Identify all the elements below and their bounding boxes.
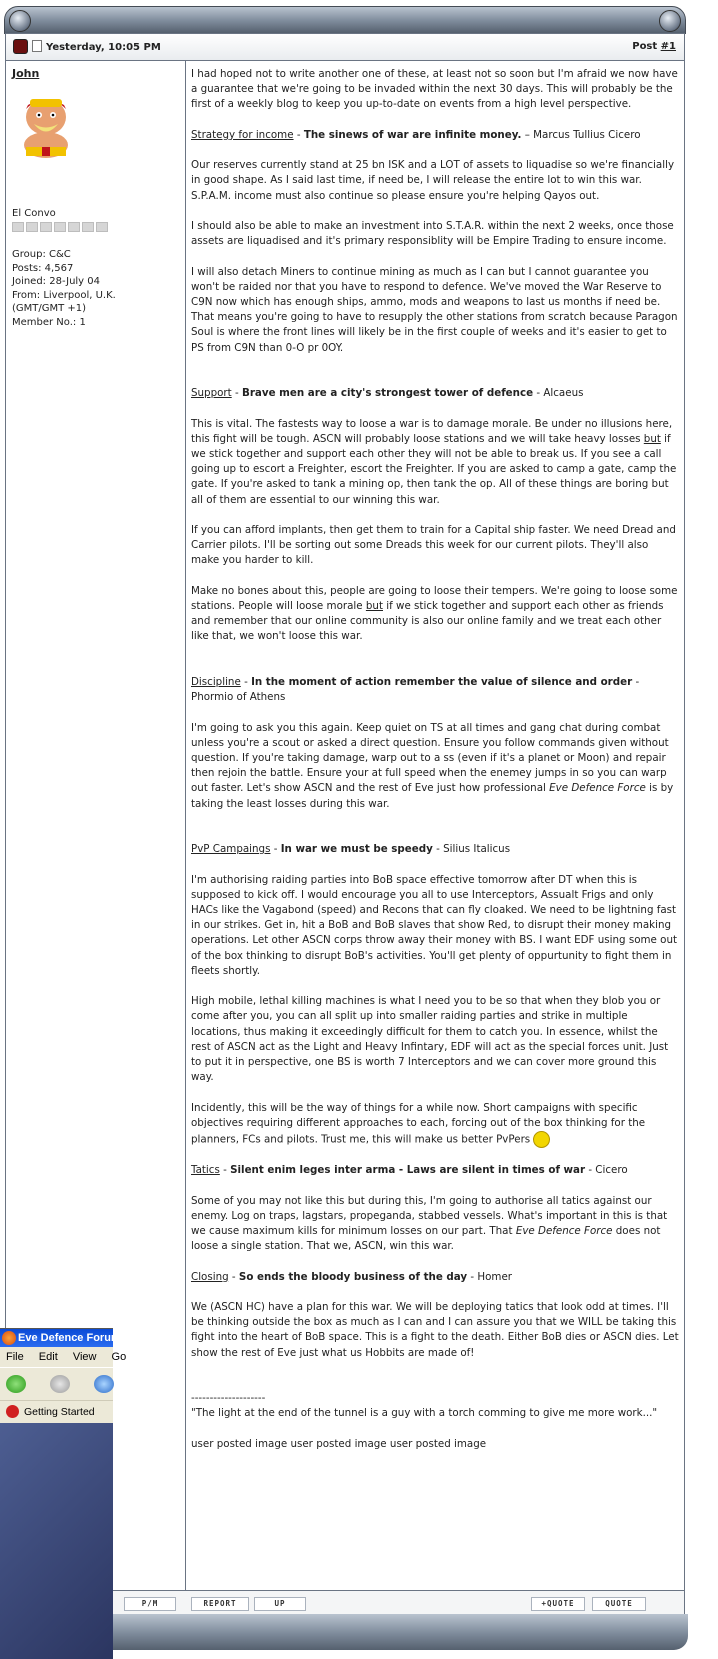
- forum-header-bar: [4, 6, 686, 34]
- signature-quote: "The light at the end of the tunnel is a guy with a torch comming to give me more work...": [191, 1407, 658, 1420]
- user-status-icon: [13, 39, 28, 54]
- menu-go[interactable]: Go: [111, 1351, 127, 1363]
- rank-pip: [54, 222, 66, 232]
- rank-pip: [26, 222, 38, 232]
- paragraph: We (ASCN HC) have a plan for this war. We will be deploying tatics that look odd at times. I'll be thinking outside the box as much as I can and I can assure you that we WILL be taking this fight into the heart of BoB space. This is a fight to the death. Either BoB dies or ASCN dies. Let show the rest of Eve just what us Hobbits are made of!: [191, 1300, 679, 1359]
- paragraph: Our reserves currently stand at 25 bn ISK and a LOT of assets to liquadise so we're financially in good shape. As I said last time, if need be, I will release the entire lot to win this war. S.P.A.M. income must also continue so please ensure you're helping Qayos out.: [191, 159, 675, 202]
- section-heading-closing: Closing - So ends the bloody business of the day - Homer: [191, 1270, 513, 1283]
- browser-toolbar: [0, 1367, 113, 1400]
- paragraph: Make no bones about this, people are going to loose their tempers. We're going to loose some stations. People will loose morale but if we stick together and support each other as friends and remember that our online community is also our online family and we treat each other like that, we won't loose this war.: [191, 584, 678, 643]
- browser-window: [0, 1328, 127, 1656]
- header-knob-right: [659, 10, 681, 32]
- signature-line: --------------------: [191, 1392, 266, 1405]
- reload-icon[interactable]: [94, 1375, 114, 1393]
- paragraph: If you can afford implants, then get them to train for a Capital ship faster. We need Dread and Carrier pilots. I'll be sorting out some Dreads this week for our current pilots. They'll also make you harder to kill.: [191, 523, 676, 567]
- author-member-no: Member No.: 1: [12, 316, 86, 328]
- paragraph: Incidently, this will be the way of things for a while now. Short campaigns with specific objectives requiring different approaches to each, forcing out of the box thinking for the planners, FCs and pilots. Trust me, this will make us better PvPers: [191, 1101, 679, 1148]
- post-body: [191, 67, 679, 1452]
- author-name[interactable]: John: [12, 67, 40, 80]
- quote-button[interactable]: QUOTE: [592, 1597, 646, 1611]
- rank-pip: [12, 222, 24, 232]
- author-title: El Convo: [12, 208, 56, 219]
- rank-pip: [96, 222, 108, 232]
- paragraph: I'm going to ask you this again. Keep quiet on TS at all times and gang chat during combat unless you're a scout or asked a direct question. Ensure you follow commands given without question. If you're taking damage, warp out to a ss (even if it's a planet or Moon) and repair then rejoin the battle. Ensure your at full speed when the enemey jumps in so you can warp out faster. Let's show ASCN and the rest of Eve just how professional Eve Defence Force is by taking the least losses during this war.: [191, 721, 674, 810]
- paragraph: I'm authorising raiding parties into BoB space effective tomorrow after DT when this is supposed to kick off. I would encourage you all to use Interceptors, Assualt Frigs and only HACs like the Vagabond (speed) and Recons that can fly cloaked. We need to be lightning fast in our strikes. Get in, hit a BoB and BoB slaves that show Red, to disrupt their money making operations. Let other ASCN corps throw away their money with BS. I want EDF using some out of the box thinking to disrupt BoB's activities. You'll get plenty of oppurtunity to fight them in fleets shortly.: [191, 873, 678, 977]
- menu-view[interactable]: View: [72, 1351, 97, 1363]
- multiquote-button[interactable]: +QUOTE: [531, 1597, 585, 1611]
- rank-pips: [12, 222, 108, 232]
- author-timezone: (GMT/GMT +1): [12, 303, 87, 314]
- rank-pip: [40, 222, 52, 232]
- paragraph: This is vital. The fastests way to loose a war is to damage morale. Be under no illusions here, this fight will be tough. ASCN will probably loose stations and we will take heavy losses but if we stick together and support each other they will not be able to break us. If you see a call going up to escort a Freighter, escort the Freighter. If you are asked to camp a gate, camp the gate. If you're asked to tank a mining op, then tank the op. All of these things are boring but all of them are essential to our winning this war.: [191, 417, 677, 506]
- author-from: From: Liverpool, U.K.: [12, 289, 116, 301]
- paragraph: High mobile, lethal killing machines is what I need you to be so that when they blob you or come after you, you can all split up into smaller raiding parties and strike in multiple locations, thus making it exceedingly difficult for them to catch you. In essence, whilst the rest of ASCN act as the Light and Heavy Infintary, EDF will act as the special forces unit. Just to put it in perspective, one BS is worth 7 Interceptors and we can cover more ground this way.: [191, 995, 669, 1084]
- header-knob-left: [9, 10, 31, 32]
- post-document-icon: [32, 40, 42, 52]
- browser-menubar: [0, 1347, 127, 1367]
- bookmark-icon: [6, 1405, 19, 1418]
- firefox-icon: [2, 1331, 16, 1345]
- desktop-background: [0, 1423, 113, 1659]
- section-heading-support: Support - Brave men are a city's strongest tower of defence - Alcaeus: [191, 387, 584, 400]
- bookmark-getting-started[interactable]: Getting Started: [24, 1406, 95, 1418]
- paragraph: Some of you may not like this but during this, I'm going to authorise all tatics against our enemy. Log on traps, lagstars, propeganda, stabbed vessels. What's important in this is that we cause maximum kills for minimum losses on our part. That Eve Defence Force does not loose a single station. That we, ASCN, win this war.: [191, 1194, 668, 1253]
- menu-file[interactable]: File: [6, 1351, 24, 1363]
- post-permalink[interactable]: #1: [660, 41, 676, 52]
- back-icon[interactable]: [6, 1375, 26, 1393]
- rank-pip: [68, 222, 80, 232]
- menu-edit[interactable]: Edit: [38, 1351, 58, 1363]
- forward-icon[interactable]: [50, 1375, 70, 1393]
- up-button[interactable]: UP: [254, 1597, 306, 1611]
- author-posts: Posts: 4,567: [12, 262, 74, 274]
- paragraph: I had hoped not to write another one of these, at least not so soon but I'm afraid we now have a guarantee that we're going to be invaded within the next 30 days. This will probably be the first of a weekly blog to keep you up-to-date on events from a high level perspective.: [191, 68, 678, 111]
- section-heading-income: Strategy for income - The sinews of war are infinite money. – Marcus Tullius Cicero: [191, 128, 641, 141]
- report-button[interactable]: REPORT: [191, 1597, 249, 1611]
- author-group: Group: C&C: [12, 249, 71, 260]
- paragraph: I will also detach Miners to continue mining as much as I can but I cannot guarantee you won't be raided nor that you have to respond to defence. We've moved the War Reserve to C9N now which has enough ships, ammo, mods and weapons to last us months if need be. That means you're going to have to resupply the other stations from scratch because Paragon Soul is where the front lines will likely be in the first couple of weeks and it's easier to get to PS from C9N than 0-O pr 0OY.: [191, 265, 678, 354]
- section-heading-discipline: Discipline - In the moment of action remember the value of silence and order - Phormio of Athens: [191, 675, 640, 704]
- smiley-icon: [533, 1131, 550, 1148]
- author-meta: [12, 248, 116, 329]
- avatar: [12, 91, 80, 161]
- post-header: [6, 34, 684, 61]
- post-number: Post #1: [632, 41, 676, 52]
- browser-titlebar[interactable]: [0, 1329, 121, 1347]
- pm-button[interactable]: P/M: [124, 1597, 176, 1611]
- rank-pip: [82, 222, 94, 232]
- paragraph: I should also be able to make an investment into S.T.A.R. within the next 2 weeks, once those assets are liquadised and it's primary responsiblity will be Empire Trading to ensure income.: [191, 219, 674, 248]
- signature: [191, 1391, 679, 1452]
- post-date: Yesterday, 10:05 PM: [46, 42, 161, 53]
- section-heading-tactics: Tatics - Silent enim leges inter arma - Laws are silent in times of war - Cicero: [191, 1164, 628, 1177]
- signature-images: user posted image user posted image user posted image: [191, 1437, 487, 1450]
- author-joined: Joined: 28-July 04: [12, 276, 101, 287]
- section-heading-pvp: PvP Campaings - In war we must be speedy - Silius Italicus: [191, 843, 511, 856]
- browser-title: Eve Defence Forum: [18, 1332, 121, 1344]
- bookmarks-bar: [0, 1400, 113, 1423]
